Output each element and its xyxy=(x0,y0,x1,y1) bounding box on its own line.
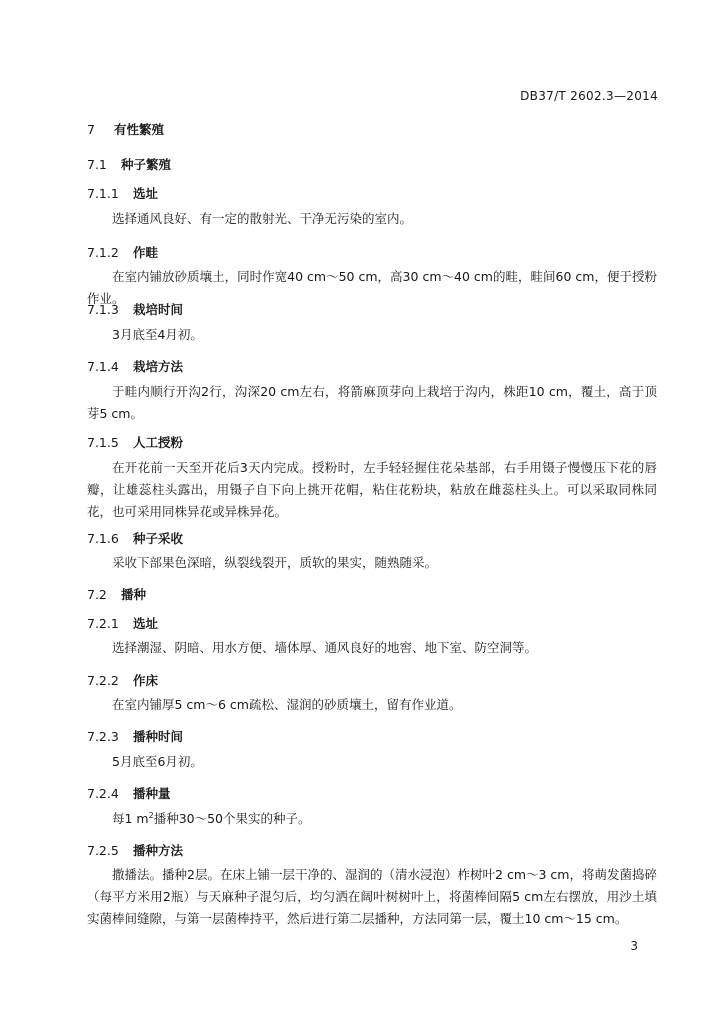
page-number: 3 xyxy=(630,939,638,953)
heading-7 xyxy=(87,120,164,138)
heading-number: 7.1 xyxy=(87,157,107,172)
heading-title: 种子繁殖 xyxy=(121,157,172,172)
heading-7-1-2 xyxy=(87,243,158,261)
heading-title: 选址 xyxy=(133,186,159,201)
heading-title: 播种时间 xyxy=(133,729,184,744)
heading-number: 7.1.3 xyxy=(87,302,119,317)
heading-7-1-1 xyxy=(87,184,158,202)
paragraph-7-1-1: 选择通风良好、有一定的散射光、干净无污染的室内。 xyxy=(112,211,413,226)
heading-7-1 xyxy=(87,155,171,173)
heading-number: 7 xyxy=(87,122,95,137)
seed-amount-text-rest: 播种30～50个果实的种子。 xyxy=(153,811,311,826)
heading-title: 栽培时间 xyxy=(133,302,184,317)
paragraph-7-1-3: 3月底至4月初。 xyxy=(112,327,203,342)
paragraph-7-2-2: 在室内铺厚5 cm～6 cm疏松、湿润的砂质壤土，留有作业道。 xyxy=(112,697,462,712)
heading-title: 栽培方法 xyxy=(133,359,184,374)
paragraph-7-1-2: 在室内铺放砂质壤土，同时作宽40 cm～50 cm，高30 cm～40 cm的畦，畦间60 cm，便于授粉作业。 xyxy=(87,269,657,306)
paragraph-7-1-6: 采收下部果色深暗，纵裂线裂开，质软的果实，随熟随采。 xyxy=(112,555,438,570)
heading-7-2-5 xyxy=(87,841,183,859)
heading-number: 7.2.2 xyxy=(87,673,119,688)
heading-number: 7.2.5 xyxy=(87,843,119,858)
square-superscript: 2 xyxy=(148,810,154,820)
paragraph-7-2-4 xyxy=(87,808,657,830)
heading-7-1-5 xyxy=(87,433,183,451)
heading-number: 7.2.4 xyxy=(87,786,119,801)
heading-7-2-4 xyxy=(87,784,171,802)
paragraph-7-2-3: 5月底至6月初。 xyxy=(112,754,203,769)
standard-code: DB37/T 2602.3—2014 xyxy=(520,89,658,103)
paragraph-7-2-1: 选择潮湿、阴暗、用水方便、墙体厚、通风良好的地窖、地下室、防空洞等。 xyxy=(112,640,538,655)
heading-7-2 xyxy=(87,585,146,603)
heading-7-2-3 xyxy=(87,727,183,745)
heading-number: 7.2 xyxy=(87,587,107,602)
heading-title: 作畦 xyxy=(133,245,159,260)
heading-number: 7.2.1 xyxy=(87,616,119,631)
heading-title: 作床 xyxy=(133,673,159,688)
heading-7-1-6 xyxy=(87,529,183,547)
heading-7-1-3 xyxy=(87,300,183,318)
paragraph-7-1-5: 在开花前一天至开花后3天内完成。授粉时，左手轻轻握住花朵基部，右手用镊子慢慢压下花的唇瓣，让雄蕊柱头露出，用镊子自下向上挑开花帽，粘住花粉块，粘放在雌蕊柱头上。可以采取同株同花，也可采用同株异花或异株异花。 xyxy=(87,460,657,519)
heading-title: 人工授粉 xyxy=(133,435,184,450)
heading-number: 7.1.5 xyxy=(87,435,119,450)
heading-title: 种子采收 xyxy=(133,531,184,546)
heading-title: 播种方法 xyxy=(133,843,184,858)
heading-number: 7.1.6 xyxy=(87,531,119,546)
paragraph-7-2-5: 撒播法。播种2层。在床上铺一层干净的、湿润的（清水浸泡）柞树叶2 cm～3 cm，将萌发菌捣碎（每平方米用2瓶）与天麻种子混匀后，均匀洒在阔叶树树叶上，将菌棒间隔5 cm左右摆放，用沙土填实菌棒间缝隙，与第一层菌棒持平，然后进行第二层播种，方法同第一层，覆土10 cm～15 cm。 xyxy=(87,867,657,926)
heading-number: 7.2.3 xyxy=(87,729,119,744)
heading-number: 7.1.4 xyxy=(87,359,119,374)
heading-title: 播种量 xyxy=(133,786,171,801)
heading-7-2-1 xyxy=(87,614,158,632)
heading-number: 7.1.1 xyxy=(87,186,119,201)
paragraph-7-1-4: 于畦内顺行开沟2行，沟深20 cm左右，将箭麻顶芽向上栽培于沟内，株距10 cm，覆土，高于顶芽5 cm。 xyxy=(87,384,657,421)
heading-7-1-4 xyxy=(87,357,183,375)
heading-number: 7.1.2 xyxy=(87,245,119,260)
heading-7-2-2 xyxy=(87,671,158,689)
seed-amount-text: 每1 m xyxy=(112,811,149,826)
heading-title: 选址 xyxy=(133,616,159,631)
heading-title: 有性繁殖 xyxy=(114,122,165,137)
heading-title: 播种 xyxy=(121,587,147,602)
